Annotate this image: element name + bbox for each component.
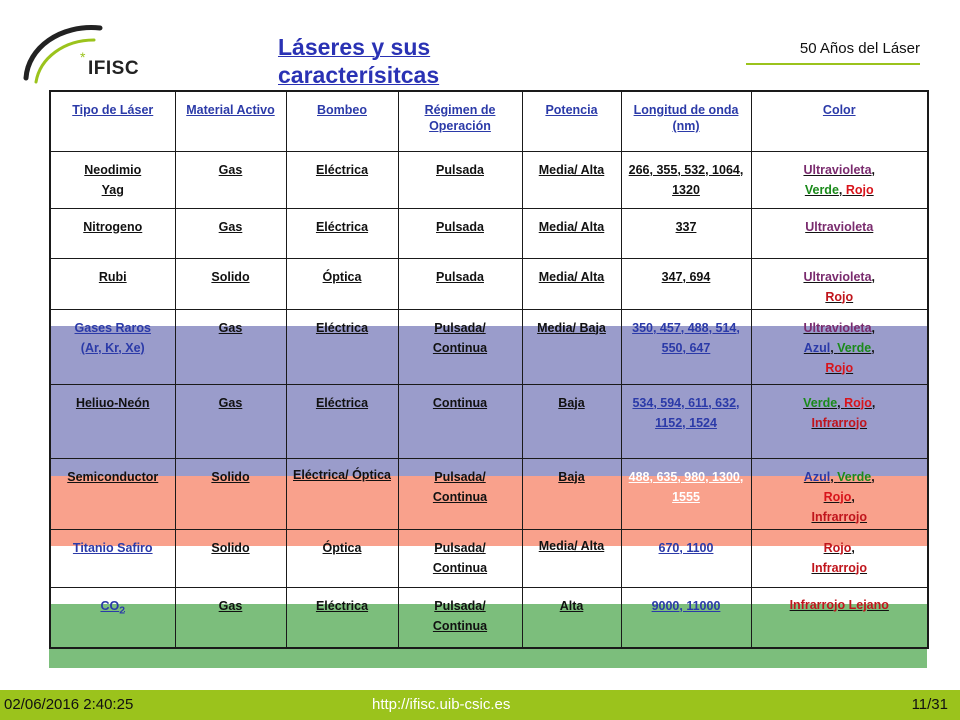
tipo-line2: (Ar, Kr, Xe) [80,340,145,355]
tipo-line1: Gases Raros [74,320,151,335]
regimen-line1: Pulsada/ [434,469,486,484]
cell-potencia: Media/ Alta [522,208,621,258]
regimen-line2: Continua [432,618,488,633]
cell-regimen: Pulsada [398,258,522,309]
cell-color: Azul, Verde, Rojo, Infrarrojo [751,458,928,529]
cell-tipo: Rubi [50,258,175,309]
color-word: Rojo [844,395,872,410]
color-word: Rojo [825,289,854,304]
cell-bombeo: Eléctrica [286,151,398,208]
cell-regimen: Pulsada [398,151,522,208]
cell-bombeo: Eléctrica [286,587,398,648]
color-word: Azul [803,469,831,484]
cell-regimen [398,587,522,648]
table-row [50,529,928,587]
cell-potencia: Baja [522,384,621,458]
color-word: Azul [803,340,831,355]
table-header-row [50,91,928,151]
cell-longitud: 670, 1100 [621,529,751,587]
table-row [50,458,928,529]
cell-bombeo: Óptica [286,529,398,587]
regimen-line1: Pulsada/ [434,320,486,335]
regimen-line2: Continua [432,560,488,575]
anniversary-underline [746,63,920,65]
color-word: Ultravioleta [803,269,872,284]
cell-bombeo: Óptica [286,258,398,309]
tipo-text: CO [100,598,120,613]
cell-longitud: 266, 355, 532, 1064, 1320 [621,151,751,208]
color-word: Rojo [823,489,852,504]
slide-title: Láseres y sus caracterísitcas [278,34,440,88]
cell-bombeo: Eléctrica [286,208,398,258]
color-word: Verde [803,395,838,410]
cell-bombeo: Eléctrica [286,309,398,384]
cell-regimen [398,529,522,587]
cell-color: Ultravioleta, Verde, Rojo [751,151,928,208]
cell-regimen: Continua [398,384,522,458]
cell-potencia: Media/ Baja [522,309,621,384]
cell-material: Gas [175,208,286,258]
cell-tipo: Nitrogeno [50,208,175,258]
cell-color: Ultravioleta, Rojo [751,258,928,309]
cell-color: Verde, Rojo, Infrarrojo [751,384,928,458]
cell-potencia: Alta [522,587,621,648]
table-row [50,151,928,208]
header-material: Material Activo [175,91,286,151]
header-regimen: Régimen de Operación [398,91,522,151]
tipo-subscript: 2 [119,605,126,616]
cell-color [751,208,928,258]
table-row [50,258,928,309]
logo-text: IFISC [88,58,140,79]
footer-url[interactable]: http://ifisc.uib-csic.es [372,696,511,713]
color-word: Verde [837,340,872,355]
color-word: Infrarrojo Lejano [789,597,889,612]
anniversary-label: 50 Años del Láser [799,40,920,57]
tipo-line2: Yag [101,182,124,197]
regimen-line1: Pulsada/ [434,540,486,555]
cell-longitud: 488, 635, 980, 1300, 1555 [621,458,751,529]
cell-bombeo: Eléctrica [286,384,398,458]
cell-potencia: Baja [522,458,621,529]
color-word: Infrarrojo [811,560,868,575]
cell-regimen: Pulsada [398,208,522,258]
cell-longitud: 534, 594, 611, 632, 1152, 1524 [621,384,751,458]
cell-material: Gas [175,384,286,458]
cell-tipo [50,151,175,208]
color-word: Rojo [825,360,854,375]
cell-tipo [50,309,175,384]
color-word: Infrarrojo [811,509,868,524]
table-row [50,384,928,458]
color-word: Verde [804,182,839,197]
header-longitud: Longitud de onda (nm) [621,91,751,151]
regimen-line1: Pulsada/ [434,598,486,613]
svg-text:*: * [80,49,86,65]
cell-bombeo: Eléctrica/ Óptica [286,458,398,529]
cell-tipo: Heliuo-Neón [50,384,175,458]
cell-longitud: 347, 694 [621,258,751,309]
color-word: Rojo [845,182,874,197]
cell-color: Ultravioleta, Azul, Verde, Rojo [751,309,928,384]
cell-regimen [398,458,522,529]
cell-material: Gas [175,151,286,208]
color-word: Ultravioleta [803,162,872,177]
table-row [50,587,928,648]
cell-tipo: Semiconductor [50,458,175,529]
header-tipo: Tipo de Láser [50,91,175,151]
cell-longitud: 9000, 11000 [621,587,751,648]
cell-potencia: Media/ Alta [522,258,621,309]
table-row [50,309,928,384]
cell-longitud: 337 [621,208,751,258]
color-word: Verde [837,469,872,484]
cell-material: Solido [175,529,286,587]
color-word: Ultravioleta [805,219,874,234]
color-word: Infrarrojo [811,415,868,430]
tipo-line1: Neodimio [84,162,142,177]
cell-material: Gas [175,587,286,648]
footer-page-number: 11/31 [911,696,948,713]
table-row [50,208,928,258]
cell-material: Gas [175,309,286,384]
cell-potencia: Media/ Alta [522,151,621,208]
regimen-line2: Continua [432,340,488,355]
cell-tipo: Titanio Safiro [50,529,175,587]
header-bombeo: Bombeo [286,91,398,151]
cell-regimen [398,309,522,384]
regimen-line2: Continua [432,489,488,504]
laser-table [49,90,929,649]
color-word: Rojo [823,540,852,555]
cell-material: Solido [175,258,286,309]
cell-color: Rojo, Infrarrojo [751,529,928,587]
cell-longitud: 350, 457, 488, 514, 550, 647 [621,309,751,384]
cell-potencia: Media/ Alta [522,529,621,587]
cell-material: Solido [175,458,286,529]
cell-color [751,587,928,648]
color-word: Ultravioleta [803,320,872,335]
footer-datetime: 02/06/2016 2:40:25 [4,696,134,713]
cell-tipo [50,587,175,648]
header-potencia: Potencia [522,91,621,151]
header-color: Color [751,91,928,151]
